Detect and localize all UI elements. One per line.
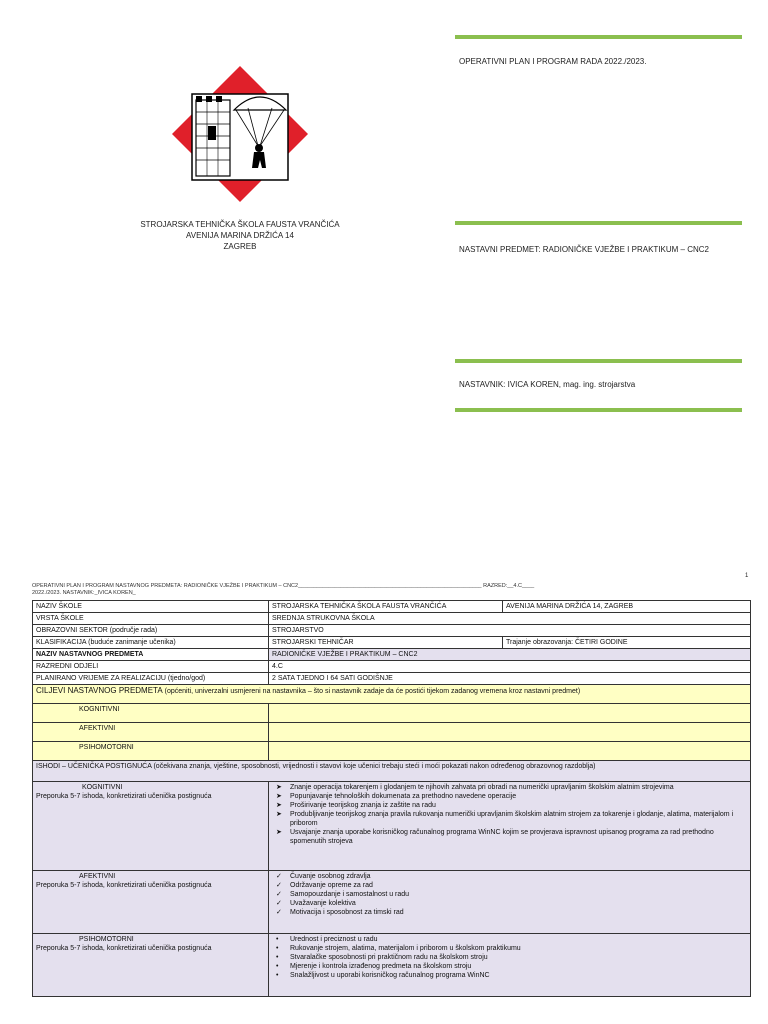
ishodi-recommendation: Preporuka 5-7 ishoda, konkretizirati učenička postignuća	[36, 945, 212, 952]
list-item: ➤ Proširivanje teorijskog znanja iz zaštite na radu	[276, 802, 436, 809]
row-label: VRSTA ŠKOLE	[33, 613, 269, 625]
list-item: ✓ Uvažavanje kolektiva	[276, 900, 356, 907]
row-label: KLASIFIKACIJA (buduće zanimanje učenika)	[33, 637, 269, 649]
row-value: 2 SATA TJEDNO I 64 SATI GODIŠNJE	[269, 673, 751, 685]
table-row	[33, 637, 751, 649]
ishodi-label: PSIHOMOTORNI	[79, 936, 134, 943]
table-row	[33, 871, 751, 934]
ishodi-heading: ISHODI – UČENIČKA POSTIGNUĆA (očekivana znanja, vještine, sposobnosti, vrijednosti i stavovi koje učenici trebaju steći i moći pokazati nakon određenog obrazovnog razdoblja)	[33, 761, 751, 782]
school-city: ZAGREB	[223, 242, 257, 251]
teacher-rule-top	[455, 359, 742, 363]
row-label: NAZIV ŠKOLE	[33, 601, 269, 613]
table-row	[33, 723, 751, 742]
teacher-rule-bottom	[455, 408, 742, 412]
table-row	[33, 782, 751, 871]
table-row	[33, 742, 751, 761]
row-value: STROJARSKI TEHNIČAR	[269, 637, 503, 649]
table-row	[33, 661, 751, 673]
list-item: • Snalažljivost u uporabi korisničkog računalnog programa WinNC	[276, 972, 490, 979]
row-label: RAZREDNI ODJELI	[33, 661, 269, 673]
ishodi-label-cell	[33, 782, 269, 871]
ishodi-label-cell	[33, 871, 269, 934]
list-item: ➤ Usvajanje znanja uporabe korisničkog računalnog programa WinNC kojim se provjerava ispravnost upisanog programa za rad prethodno spomenutih strojeva	[276, 829, 714, 845]
afektivni-list	[272, 872, 747, 917]
school-logo	[172, 66, 308, 202]
table-row	[33, 601, 751, 613]
list-item: ✓ Održavanje opreme za rad	[276, 882, 373, 889]
table-row	[33, 704, 751, 723]
ishodi-label-cell	[33, 934, 269, 997]
psihomotorni-list	[272, 935, 747, 980]
ishodi-list-cell	[269, 871, 751, 934]
top-rule	[455, 35, 742, 39]
table-row	[33, 625, 751, 637]
table-row	[33, 649, 751, 661]
plan-table	[32, 600, 751, 997]
ishodi-label: AFEKTIVNI	[79, 873, 116, 880]
list-item: • Urednost i preciznost u radu	[276, 936, 378, 943]
list-item: ✓ Samopouzdanje i samostalnost u radu	[276, 891, 410, 898]
ciljevi-heading: CILJEVI NASTAVNOG PREDMETA	[36, 686, 163, 695]
ciljevi-label: PSIHOMOTORNI	[33, 742, 269, 761]
ishodi-list-cell	[269, 782, 751, 871]
ciljevi-value	[269, 742, 751, 761]
row-label: OBRAZOVNI SEKTOR (područje rada)	[33, 625, 269, 637]
table-row	[33, 673, 751, 685]
plan-title: OPERATIVNI PLAN I PROGRAM RADA 2022./2023.	[459, 57, 647, 66]
row-extra: AVENIJA MARINA DRŽIĆA 14, ZAGREB	[503, 601, 751, 613]
teacher-line: NASTAVNIK: IVICA KOREN, mag. ing. strojarstva	[459, 380, 636, 389]
kognitivni-list	[272, 783, 747, 846]
row-value: SREDNJA STRUKOVNA ŠKOLA	[269, 613, 751, 625]
table-row	[33, 685, 751, 704]
ishodi-recommendation: Preporuka 5-7 ishoda, konkretizirati učenička postignuća	[36, 793, 212, 800]
list-item: • Mjerenje i kontrola izrađenog predmeta na školskom stroju	[276, 963, 472, 970]
list-item: • Rukovanje strojem, alatima, materijalom i priborom u školskom praktikumu	[276, 945, 521, 952]
list-item: ➤ Znanje operacija tokarenjem i glodanjem te njihovih zahvata pri obradi na numerički upravljanim školskim alatnim strojevima	[276, 784, 674, 791]
ishodi-label: KOGNITIVNI	[82, 784, 123, 791]
header-line-1: OPERATIVNI PLAN I PROGRAM NASTAVNOG PREDMETA: RADIONIČKE VJEŽBE I PRAKTIKUM – CNC2____________________________________________________________ RAZRED:__4.C____	[32, 583, 535, 589]
list-item: ✓ Motivacija i sposobnost za timski rad	[276, 909, 404, 916]
list-item: • Stvaralačke sposobnosti pri praktičnom radu na školskom stroju	[276, 954, 488, 961]
ciljevi-label: KOGNITIVNI	[33, 704, 269, 723]
row-value: STROJARSKA TEHNIČKA ŠKOLA FAUSTA VRANČIĆA	[269, 601, 503, 613]
ciljevi-value	[269, 704, 751, 723]
row-extra: Trajanje obrazovanja: ČETIRI GODINE	[503, 637, 751, 649]
row-value: STROJARSTVO	[269, 625, 751, 637]
row-label: NAZIV NASTAVNOG PREDMETA	[33, 649, 269, 661]
ciljevi-value	[269, 723, 751, 742]
ciljevi-note: (općeniti, univerzalni usmjereni na nastavnika – što si nastavnik zadaje da će postići tijekom zadanog vremena kroz nastavni predmet)	[164, 688, 581, 695]
row-value: RADIONIČKE VJEŽBE I PRAKTIKUM – CNC2	[269, 649, 751, 661]
list-item: ➤ Popunjavanje tehnoloških dokumenata za prethodno navedene operacije	[276, 793, 517, 800]
list-item: ✓ Čuvanje osobnog zdravlja	[276, 873, 371, 880]
ciljevi-heading-cell	[33, 685, 751, 704]
subject-line: NASTAVNI PREDMET: RADIONIČKE VJEŽBE I PRAKTIKUM – CNC2	[459, 245, 709, 254]
page-number: 1	[745, 573, 749, 579]
school-name: STROJARSKA TEHNIČKA ŠKOLA FAUSTA VRANČIĆA	[140, 220, 340, 229]
middle-rule	[455, 221, 742, 225]
ishodi-recommendation: Preporuka 5-7 ishoda, konkretizirati učenička postignuća	[36, 882, 212, 889]
table-row	[33, 934, 751, 997]
ciljevi-label: AFEKTIVNI	[33, 723, 269, 742]
ishodi-list-cell	[269, 934, 751, 997]
row-label: PLANIRANO VRIJEME ZA REALIZACIJU (tjedno/god)	[33, 673, 269, 685]
document-header	[32, 583, 752, 596]
header-line-2: 2022./2023. NASTAVNIK:_IVICA KOREN_	[32, 589, 136, 596]
table-row	[33, 761, 751, 782]
list-item: ➤ Produbljivanje teorijskog znanja pravila rukovanja numerički upravljanim školskim alatnim strojem za tokarenje i glodanje, alatima, materijalom i priborom	[276, 811, 734, 827]
school-street: AVENIJA MARINA DRŽIĆA 14	[186, 231, 294, 240]
table-row	[33, 613, 751, 625]
row-value: 4.C	[269, 661, 751, 673]
